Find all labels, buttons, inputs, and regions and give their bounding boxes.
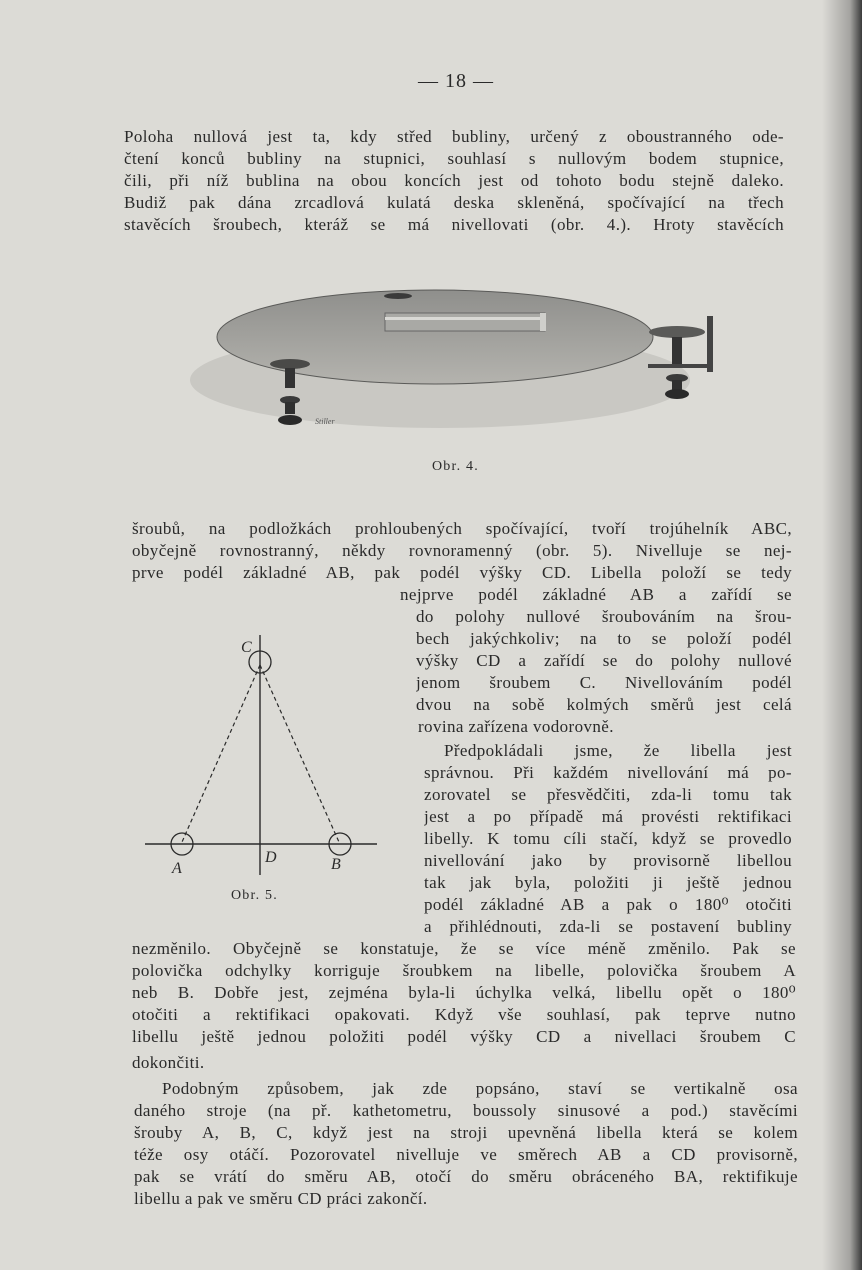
text-line: daného stroje (na př. kathetometru, boussoly sinusové a pod.) stavěcími <box>134 1101 798 1120</box>
text-line: téže osy otáčí. Pozorovatel nivelluje ve směrech AB a CD provisorně, <box>134 1145 798 1164</box>
label-C: C <box>241 639 252 656</box>
text-line: prve podél základné AB, pak podél výšky CD. Libella položí se tedy <box>132 563 792 582</box>
figure-5-caption: Obr. 5. <box>231 888 278 903</box>
text-line: dokončiti. <box>132 1053 205 1072</box>
text-line: polovička odchylky korriguje šroubkem na libelle, polovička šroubem A <box>132 961 796 980</box>
engraver-signature: Stiller <box>315 417 335 426</box>
text-line: libellu ještě jednou položiti podél výšky CD a nivellaci šroubem C <box>132 1027 796 1046</box>
glass-plate <box>217 290 653 384</box>
text-line: šrouby A, B, C, když jest na stroji upevněná libella která se kolem <box>134 1123 798 1142</box>
text-line: výšky CD a zařídí se do polohy nullové <box>416 651 792 670</box>
screw-tip-back <box>384 293 412 299</box>
text-line: šroubů, na podložkách prohloubených spočívající, tvoří trojúhelník ABC, <box>132 519 792 538</box>
figure-4-illustration <box>185 280 725 440</box>
side-CA <box>182 665 260 842</box>
page-number: — 18 — <box>418 70 494 92</box>
text-line: libelly. K tomu cíli stačí, když se provedlo <box>424 829 792 848</box>
text-line: čtení konců bubliny na stupnici, souhlasí s nullovým bodem stupnice, <box>124 149 784 168</box>
text-line: tak jak byla, položiti ji ještě jednou <box>424 873 792 892</box>
page-binding-shadow <box>822 0 862 1270</box>
text-line: Poloha nullová jest ta, kdy střed bubliny, určený z oboustranného ode- <box>124 127 784 146</box>
text-line: dvou na sobě kolmých směrů jest celá <box>416 695 792 714</box>
text-line: nezměnilo. Obyčejně se konstatuje, že se více méně změnilo. Pak se <box>132 939 796 958</box>
text-line: správnou. Při každém nivellování má po- <box>424 763 792 782</box>
text-line: nejprve podél základné AB a zařídí se <box>400 585 792 604</box>
figure-4-caption: Obr. 4. <box>432 459 479 474</box>
text-line: stavěcích šroubech, kteráž se má nivellovati (obr. 4.). Hroty stavěcích <box>124 215 784 234</box>
label-A: A <box>172 860 182 877</box>
label-D: D <box>265 849 277 866</box>
text-line: Podobným způsobem, jak zde popsáno, staví se vertikalně osa <box>162 1079 798 1098</box>
text-line: nivellování jako by provisorně libellou <box>424 851 792 870</box>
text-line: rovina zařízena vodorovně. <box>418 717 614 736</box>
text-line: otočiti a rektifikaci opakovati. Když vše souhlasí, pak teprve nutno <box>132 1005 796 1024</box>
text-line: Předpokládali jsme, že libella jest <box>444 741 792 760</box>
text-line: čili, při níž bublina na obou koncích jest od tohoto bodu stejně daleko. <box>124 171 784 190</box>
level-vial <box>385 313 545 331</box>
text-line: Budiž pak dána zrcadlová kulatá deska skleněná, spočívající na třech <box>124 193 784 212</box>
side-CB <box>260 665 339 842</box>
text-line: podél základné AB a pak o 180⁰ otočiti <box>424 895 792 914</box>
text-line: jest a po případě má provésti rektifikaci <box>424 807 792 826</box>
text-line: bech jakýchkoliv; na to se položí podél <box>416 629 792 648</box>
text-line: pak se vrátí do směru AB, otočí do směru obráceného BA, rektifikuje <box>134 1167 798 1186</box>
text-line: jenom šroubem C. Nivellováním podél <box>416 673 792 692</box>
figure-5-diagram <box>135 625 395 915</box>
text-line: a přihlédnouti, zda-li se postavení bubliny <box>424 917 792 936</box>
text-line: neb B. Dobře jest, zejména byla-li úchylka velká, libellu opět o 180⁰ <box>132 983 796 1002</box>
label-B: B <box>331 856 341 873</box>
text-line: libellu a pak ve směru CD práci zakončí. <box>134 1189 428 1208</box>
text-line: obyčejně rovnostranný, někdy rovnoramenný (obr. 5). Nivelluje se nej- <box>132 541 792 560</box>
text-line: zorovatel se přesvědčiti, zda-li tomu tak <box>424 785 792 804</box>
text-line: do polohy nullové šroubováním na šrou- <box>416 607 792 626</box>
